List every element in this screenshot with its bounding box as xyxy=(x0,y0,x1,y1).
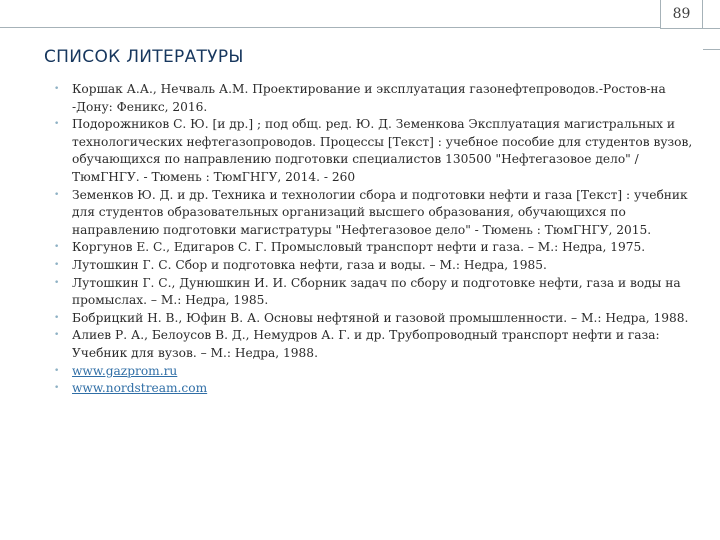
bullet-icon: • xyxy=(54,242,60,253)
bullet-icon: • xyxy=(54,119,60,130)
reference-text: Коргунов Е. С., Едигаров С. Г. Промысловый транспорт нефти и газа. – М.: Недра, 1975. xyxy=(72,240,646,255)
reference-link[interactable]: www.gazprom.ru xyxy=(72,363,178,378)
reference-list xyxy=(54,81,704,398)
header-rule xyxy=(0,27,660,28)
reference-text: Земенков Ю. Д. и др. Техника и технологии сбора и подготовки нефти и газа [Текст] : учебник для студентов образовательных организаций высшего образования, обучающихся по направлению подготовки магистратуры "Нефтегазовое дело" - Тюмень : ТюмГНГУ, 2015. xyxy=(72,187,688,237)
bullet-icon: • xyxy=(54,312,60,323)
reference-item xyxy=(54,275,704,310)
bullet-icon: • xyxy=(54,277,60,288)
corner-ornament xyxy=(703,28,720,50)
reference-item xyxy=(54,363,704,381)
reference-text: Алиев Р. А., Белоусов В. Д., Немудров А. Г. и др. Трубопроводный транспорт нефти и газа: Учебник для вузов. – М.: Недра, 1988. xyxy=(72,328,660,360)
reference-item xyxy=(54,380,704,398)
reference-item xyxy=(54,81,704,116)
reference-item xyxy=(54,310,704,328)
reference-item xyxy=(54,187,704,240)
bullet-icon: • xyxy=(54,259,60,270)
reference-item xyxy=(54,327,704,362)
reference-text: Подорожников С. Ю. [и др.] ; под общ. ред. Ю. Д. Земенкова Эксплуатация магистральных и технологических нефтегазопроводов. Процессы [Текст] : учебное пособие для студентов вузов, обучающихся по направлению подготовки специалистов 130500 "Нефтегазовое дело" / ТюмГНГУ. - Тюмень : ТюмГНГУ, 2014. - 260 xyxy=(72,117,693,184)
bullet-icon: • xyxy=(54,365,60,376)
reference-text: Лутошкин Г. С. Сбор и подготовка нефти, газа и воды. – М.: Недра, 1985. xyxy=(72,257,547,272)
bullet-icon: • xyxy=(54,330,60,341)
reference-text: Лутошкин Г. С., Дунюшкин И. И. Сборник задач по сбору и подготовке нефти, газа и воды на промыслах. – М.: Недра, 1985. xyxy=(72,275,681,308)
page-title: СПИСОК ЛИТЕРАТУРЫ xyxy=(44,47,244,67)
reference-item xyxy=(54,116,704,186)
page-number: 89 xyxy=(660,0,703,29)
bullet-icon: • xyxy=(54,84,60,94)
reference-text: Коршак А.А., Нечваль А.М. Проектирование и эксплуатация газонефтепроводов.-Ростов-на -Дону: Феникс, 2016. xyxy=(72,82,666,114)
reference-item xyxy=(54,257,704,275)
bullet-icon: • xyxy=(54,189,60,200)
bullet-icon: • xyxy=(54,383,60,394)
reference-item xyxy=(54,239,704,257)
reference-text: Бобрицкий Н. В., Юфин В. А. Основы нефтяной и газовой промышленности. – М.: Недра, 1988. xyxy=(72,310,689,325)
reference-link[interactable]: www.nordstream.com xyxy=(72,381,208,396)
header-bar xyxy=(0,0,720,30)
